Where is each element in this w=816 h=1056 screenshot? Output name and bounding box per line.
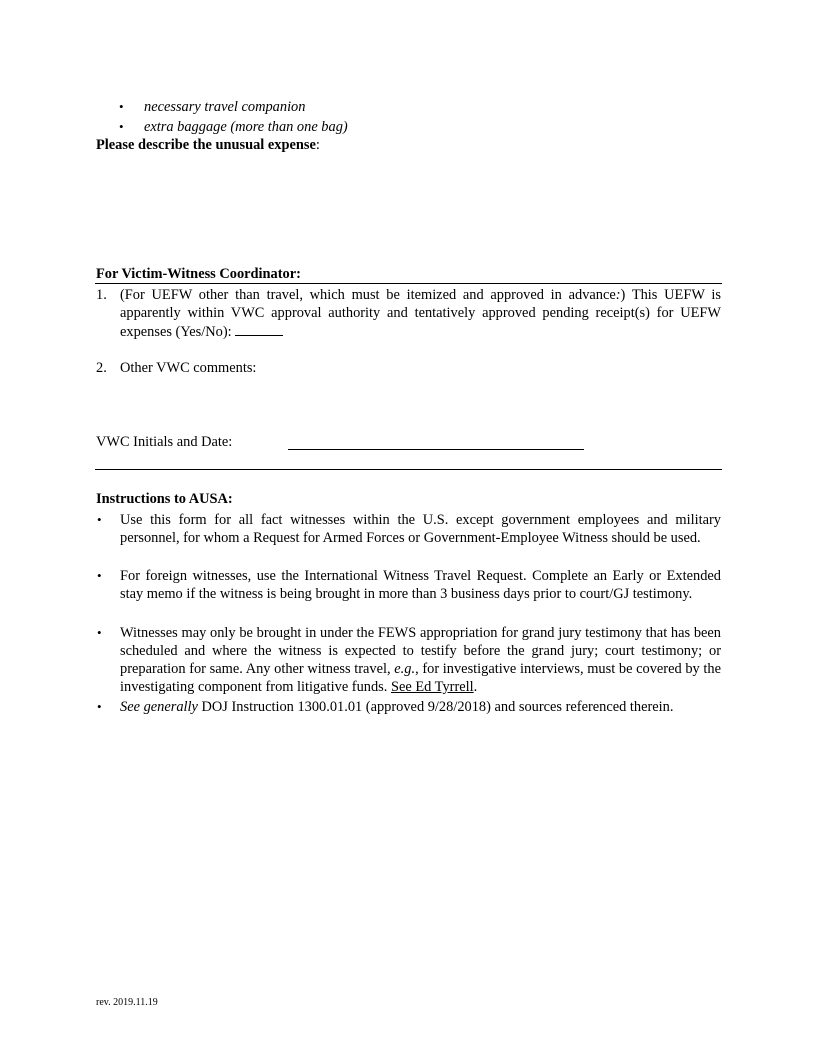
vwc-item-approval-text-2: ) This UEFW is apparently within VWC approval authority and tentatively approved pending receipt(s) for UEFW expenses (Yes/No): [120,287,721,340]
vwc-heading-rule [95,283,722,284]
fews-text-2: , for investigative interviews, must be covered by the investigating component from litigative funds. [120,661,721,695]
bullet-icon: • [97,625,102,640]
bullet-icon: • [119,99,124,114]
revision-footer: rev. 2019.11.19 [96,997,158,1008]
fews-text: Witnesses may only be brought in under the FEWS appropriation for grand jury testimony that has been scheduled and where the witness is expected to testify before the grand jury; court testimony; or preparation for same. Any other witness travel, [120,625,721,677]
vwc-initials-label: VWC Initials and Date: [96,434,233,450]
vwc-item-approval-colon: : [615,287,621,303]
bullet-icon: • [97,568,102,583]
vwc-comments-label: Other VWC comments: [120,360,257,376]
vwc-item-approval-text: (For UEFW other than travel, which must be itemized and approved in advance [120,287,616,303]
see-generally-text: See generally [120,699,198,715]
unusual-expense-colon: : [315,137,320,153]
vwc-heading: For Victim-Witness Coordinator: [96,266,301,282]
vwc-initials-field[interactable] [288,449,584,450]
instruction-item-fews-appropriation [120,624,721,696]
doj-reference-text: DOJ Instruction 1300.01.01 (approved 9/28/2018) and sources referenced therein. [197,699,674,715]
bullet-icon: • [97,512,102,527]
vwc-item-approval [120,286,721,341]
unusual-expense-label: Please describe the unusual expense [96,137,316,153]
bullet-icon: • [119,119,124,134]
vwc-item-number: 1. [96,287,107,303]
fews-period: . [473,679,478,695]
list-item-baggage: extra baggage (more than one bag) [144,119,348,135]
bullet-icon: • [97,699,102,714]
vwc-item-number: 2. [96,360,107,376]
instructions-heading: Instructions to AUSA: [96,491,233,507]
section-divider [95,469,722,470]
eg-text: e.g. [394,661,416,677]
see-ed-tyrrell-link[interactable]: See Ed Tyrrell [390,679,474,695]
unusual-expense-prompt [96,136,320,154]
yes-no-field[interactable] [235,322,283,336]
instruction-item-doj-reference [120,698,721,716]
instruction-item-foreign-witnesses: For foreign witnesses, use the International Witness Travel Request. Complete an Early or Extended stay memo if the witness is being brought in more than 3 business days prior to court/GJ testimony. [120,568,721,602]
list-item-companion: necessary travel companion [144,99,306,115]
instruction-item-fact-witnesses: Use this form for all fact witnesses within the U.S. except government employees and military personnel, for whom a Request for Armed Forces or Government-Employee Witness should be used. [120,512,721,546]
